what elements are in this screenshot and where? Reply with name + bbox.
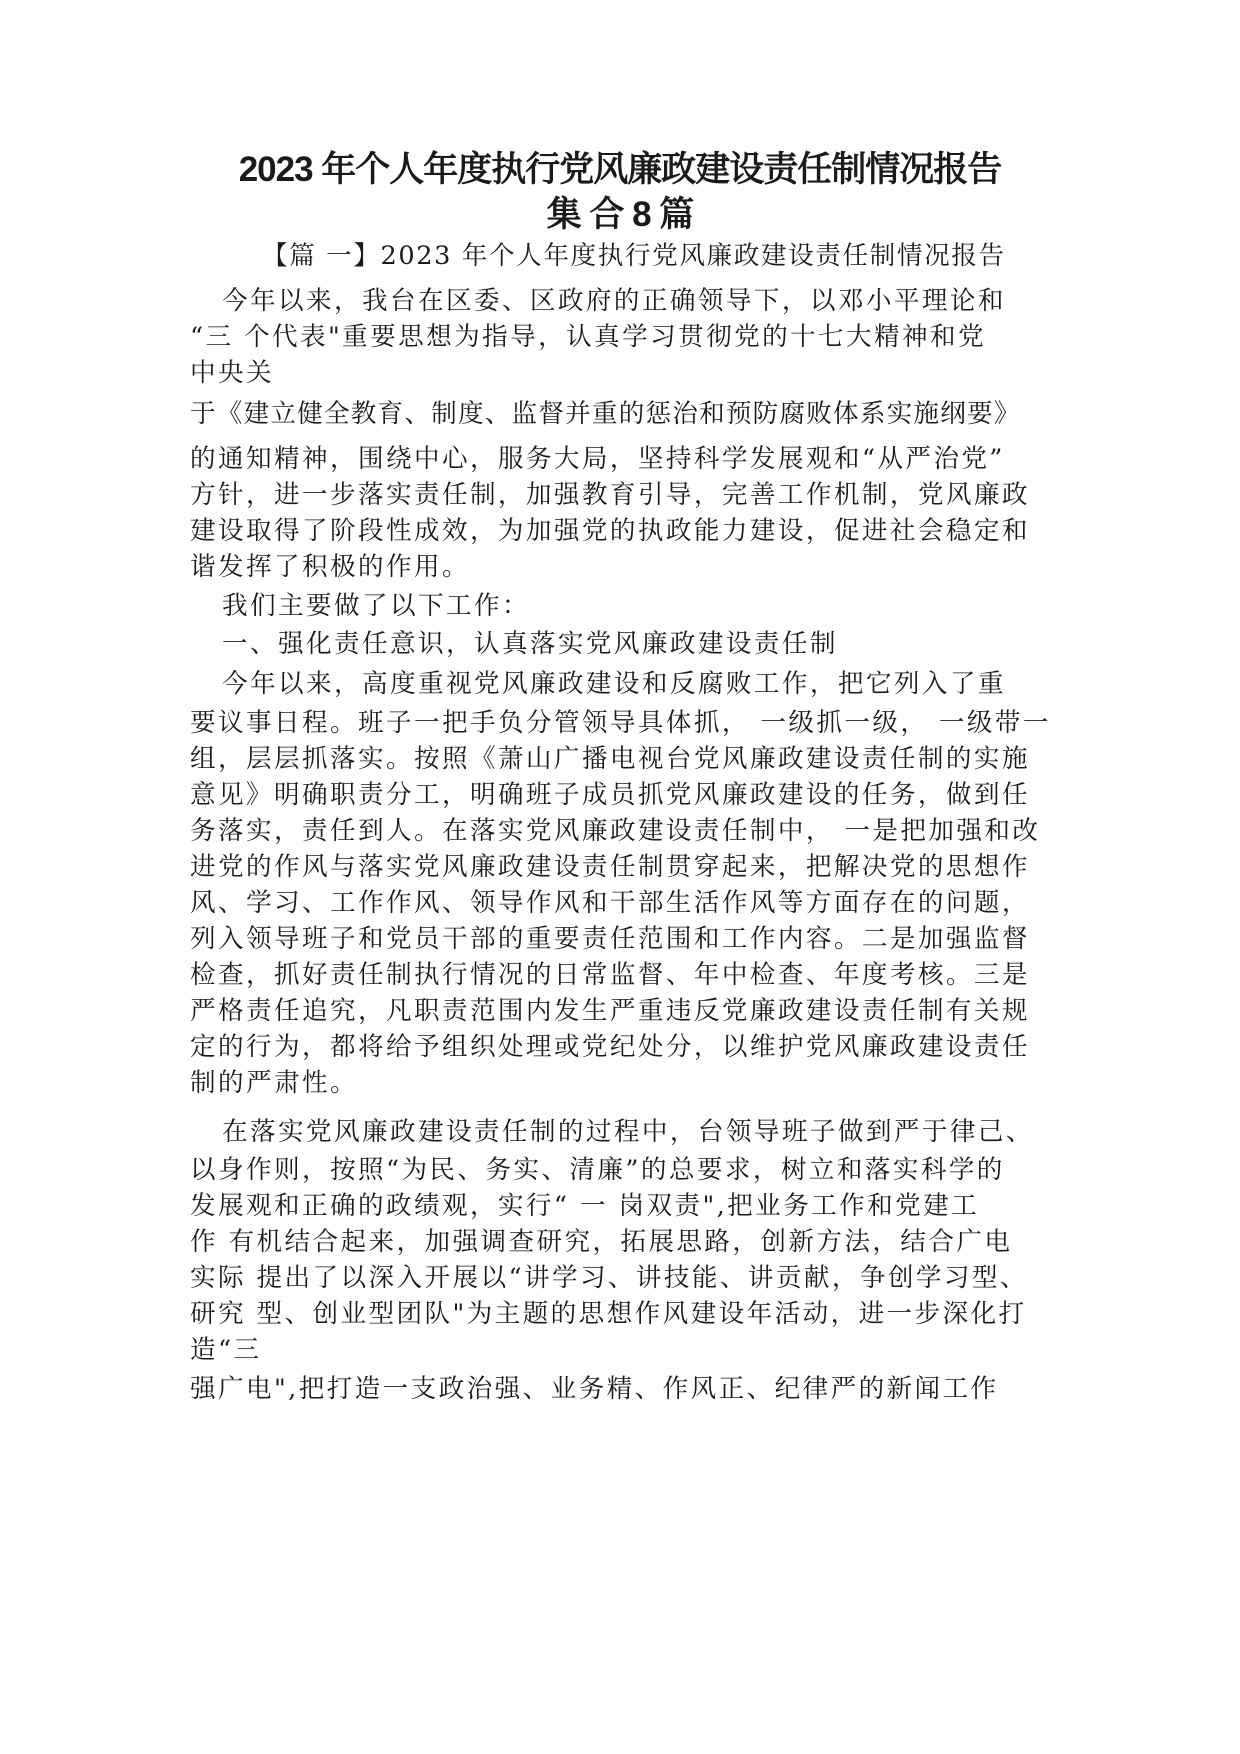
paragraph-line: “三 个代表"重要思想为指导，认真学习贯彻党的十七大精神和党 xyxy=(190,322,987,352)
paragraph-line: 制的严肃性。 xyxy=(190,1068,358,1098)
document-title-line-1: 2023 年个人年度执行党风廉政建设责任制情况报告 xyxy=(238,150,1002,189)
paragraph-line: 今年以来，我台在区委、区政府的正确领导下，以邓小平理论和 xyxy=(222,286,1006,316)
paragraph-line: 发展观和正确的政绩观，实行“ 一 岗双责",把业务工作和党建工 xyxy=(190,1191,980,1221)
paragraph-line: 中央关 xyxy=(190,358,274,388)
paragraph-line: 建设取得了阶段性成效，为加强党的执政能力建设，促进社会稳定和 xyxy=(190,516,1030,546)
paragraph-line: 要议事日程。班子一把手负分管领导具体抓， 一级抓一级， 一级带一 xyxy=(190,708,1051,738)
paragraph-line: 作 有机结合起来，加强调查研究，拓展思路，创新方法，结合广电 xyxy=(190,1227,1013,1257)
section-subheading: 一、强化责任意识，认真落实党风廉政建设责任制 xyxy=(222,629,838,659)
paragraph-line: 定的行为，都将给予组织处理或党纪处分，以维护党风廉政建设责任 xyxy=(190,1032,1030,1062)
paragraph-line: 务落实，责任到人。在落实党风廉政建设责任制中， 一是把加强和改 xyxy=(190,816,1041,846)
paragraph-line: 列入领导班子和党员干部的重要责任范围和工作内容。二是加强监督 xyxy=(190,924,1030,954)
paragraph-line: 风、学习、工作作风、领导作风和干部生活作风等方面存在的问题， xyxy=(190,888,1030,918)
paragraph-line: 进党的作风与落实党风廉政建设责任制贯穿起来，把解决党的思想作 xyxy=(190,852,1030,882)
paragraph-line: 检查，抓好责任制执行情况的日常监督、年中检查、年度考核。三是 xyxy=(190,960,1030,990)
paragraph-line: 谐发挥了积极的作用。 xyxy=(190,552,470,582)
section-heading: 【篇 一】2023 年个人年度执行党风廉政建设责任制情况报告 xyxy=(262,241,1006,271)
paragraph-line: 强广电",把打造一支政治强、业务精、作风正、纪律严的新闻工作 xyxy=(190,1374,999,1404)
paragraph-line: 严格责任追究，凡职责范围内发生严重违反党廉政建设责任制有关规 xyxy=(190,996,1030,1026)
paragraph-line: 研究 型、创业型团队"为主题的思想作风建设年活动，进一步深化打 xyxy=(190,1299,1027,1329)
paragraph-line: 的通知精神，围绕中心，服务大局，坚持科学发展观和“从严治党” xyxy=(190,444,1005,474)
paragraph-line: 今年以来，高度重视党风廉政建设和反腐败工作，把它列入了重 xyxy=(222,669,1006,699)
paragraph-line: 于《建立健全教育、制度、监督并重的惩治和预防腐败体系实施纲要》 xyxy=(190,399,1021,429)
paragraph-line: 方针，进一步落实责任制，加强教育引导，完善工作机制，党风廉政 xyxy=(190,480,1030,510)
paragraph-line: 实际 提出了以深入开展以“讲学习、讲技能、讲贡献，争创学习型、 xyxy=(190,1263,1028,1293)
paragraph-line: 我们主要做了以下工作： xyxy=(222,591,530,621)
paragraph-line: 造“三 xyxy=(190,1335,262,1365)
document-title-line-2: 集 合 8 篇 xyxy=(546,195,694,234)
paragraph-line: 组，层层抓落实。按照《萧山广播电视台党风廉政建设责任制的实施 xyxy=(190,744,1030,774)
paragraph-line: 意见》明确职责分工，明确班子成员抓党风廉政建设的任务，做到任 xyxy=(190,780,1030,810)
paragraph-line: 在落实党风廉政建设责任制的过程中，台领导班子做到严于律己、 xyxy=(222,1117,1034,1147)
paragraph-line: 以身作则，按照“为民、务实、清廉”的总要求，树立和落实科学的 xyxy=(190,1155,1005,1185)
